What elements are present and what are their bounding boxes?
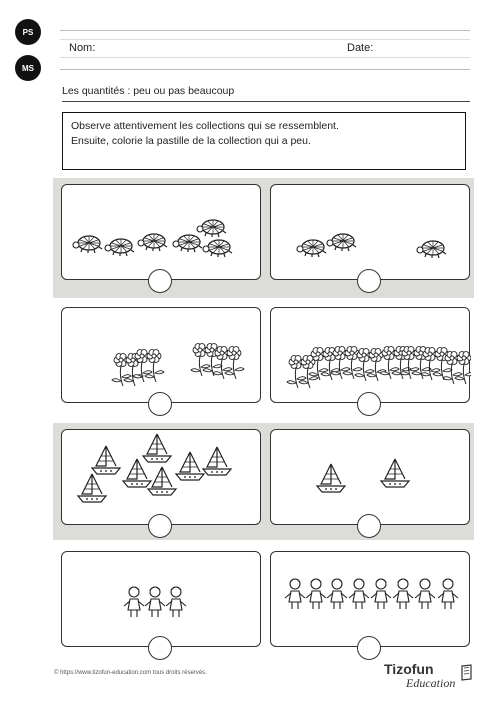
collection-card-row2-left [61,307,261,403]
child-item [306,579,326,609]
turtle-item [327,234,356,251]
turtle-item [297,240,326,257]
level-badge-ps: PS [15,19,41,45]
collection-card-row4-left [61,551,261,647]
child-item [438,579,458,609]
child-item [371,579,391,609]
flowers-item [355,349,386,381]
collection-card-row4-right [270,551,470,647]
color-dot-row3-right[interactable] [357,514,381,538]
sailboat-item [317,464,345,492]
sailboat-item [123,459,151,487]
color-dot-row1-right[interactable] [357,269,381,293]
turtle-item [138,234,167,251]
flowers-item [443,352,471,384]
child-item [285,579,305,609]
sailboat-item [92,446,120,474]
collection-card-row3-right [270,429,470,525]
worksheet-topic: Les quantités : peu ou pas beaucoup [62,85,235,97]
topic-underline [62,101,470,102]
instruction-line-2: Ensuite, colorie la pastille de la collection qui a peu. [71,135,311,147]
collection-illustration [271,552,471,648]
name-label: Nom: [69,42,96,54]
book-icon [460,664,474,682]
child-item [415,579,435,609]
flowers-item [133,350,164,382]
instruction-line-1: Observe attentivement les collections qui se ressemblent. [71,120,339,132]
child-item [349,579,369,609]
color-dot-row2-right[interactable] [357,392,381,416]
level-badge-ms: MS [15,55,41,81]
sailboat-item [176,452,204,480]
sailboat-item [381,459,409,487]
turtle-item [73,236,102,253]
turtle-item [203,240,232,257]
logo-word-education: Education [406,676,456,690]
collection-illustration [271,308,471,404]
collection-illustration [62,185,262,281]
sailboat-item [148,467,176,495]
instructions-box [62,112,466,170]
flowers-item [213,347,244,379]
collection-illustration [271,185,471,281]
child-item [166,587,186,617]
color-dot-row4-right[interactable] [357,636,381,660]
collection-illustration [62,430,262,526]
sailboat-item [203,447,231,475]
date-label: Date: [347,42,374,54]
child-item [327,579,347,609]
sailboat-item [78,474,106,502]
sailboat-item [143,434,171,462]
child-item [124,587,144,617]
logo-word-tizofun: Tizofun [384,661,434,677]
turtle-item [105,239,134,256]
turtle-item [197,220,226,237]
color-dot-row4-left[interactable] [148,636,172,660]
color-dot-row1-left[interactable] [148,269,172,293]
child-item [393,579,413,609]
copyright-footer: © https://www.tizofun-education.com tous droits réservés. [54,670,207,676]
tizofun-logo [384,661,464,691]
child-item [145,587,165,617]
collection-card-row1-right [270,184,470,280]
collection-illustration [271,430,471,526]
flowers-item [287,356,318,388]
color-dot-row2-left[interactable] [148,392,172,416]
collection-card-row3-left [61,429,261,525]
turtle-item [417,241,446,258]
collection-illustration [62,552,262,648]
color-dot-row3-left[interactable] [148,514,172,538]
turtle-item [173,235,202,252]
collection-card-row2-right [270,307,470,403]
name-date-header [60,30,470,71]
collection-illustration [62,308,262,404]
collection-card-row1-left [61,184,261,280]
